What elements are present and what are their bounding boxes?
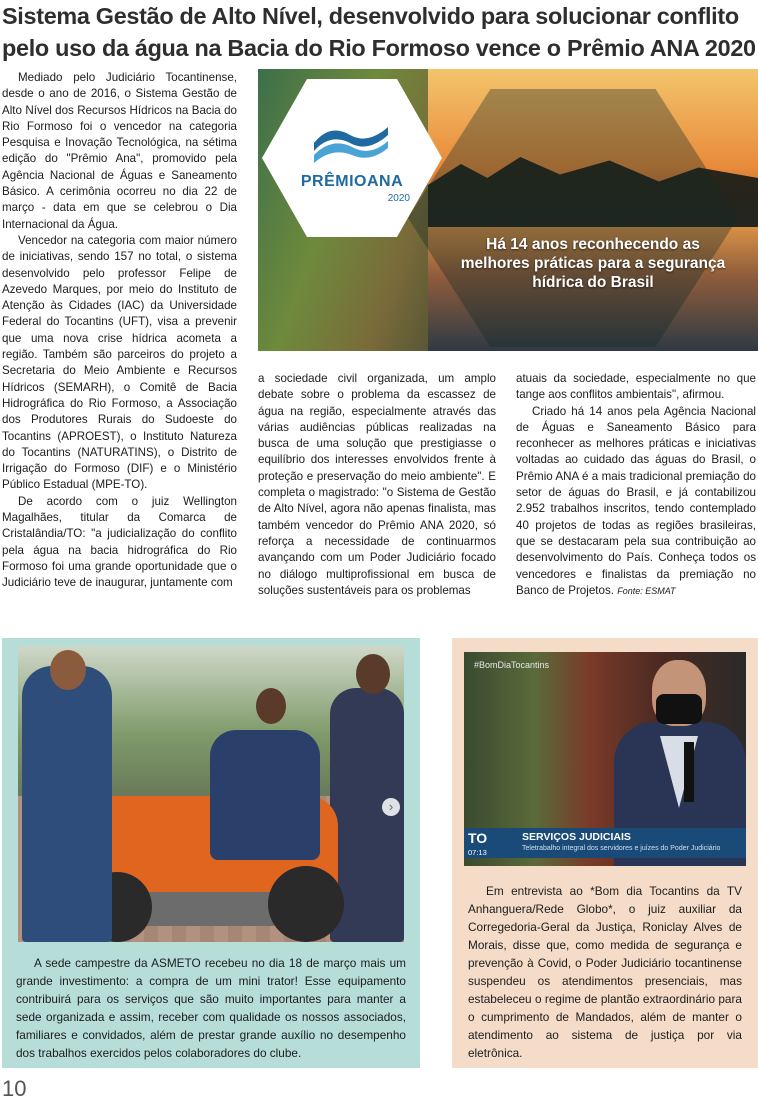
mower-deck	[138, 892, 278, 926]
person-left	[22, 666, 112, 942]
carousel-next-icon[interactable]: ›	[382, 798, 400, 816]
person-seated-head	[256, 688, 286, 724]
interview-caption	[468, 882, 742, 1062]
person-left-head	[50, 650, 86, 690]
tractor-caption	[16, 954, 406, 1062]
article-paragraph: atuais da sociedade, especialmente no que tange aos conflitos ambientais", afirmou.	[516, 372, 756, 402]
article-paragraph: De acordo com o juiz Wellington Magalhães, titular da Comarca de Cristalândia/TO: "a judicialização do conflito pela água na bacia hidrográfica do Rio Formoso foi uma grande oportunidade que o Judiciário teve de inaugurar, juntamente com	[2, 494, 237, 590]
tv-clock: 07:13	[468, 848, 487, 857]
premio-ana-banner-image	[258, 69, 758, 351]
person-right-head	[356, 654, 390, 694]
article-column-1	[2, 70, 237, 592]
source-credit: Fonte: ESMAT	[617, 585, 676, 596]
lower-third-title: SERVIÇOS JUDICIAIS	[522, 831, 631, 843]
article-paragraph: a sociedade civil organizada, um amplo debate sobre o problema da escassez de água na região, especialmente através das várias audiências públicas realizadas na busca de uma solução que prestigiasse o equilíbrio dos interesses envolvidos frente à proteção e preservação do meio ambiente". E completa o magistrado: "o Sistema de Gestão de Alto Nível, agora não apenas finalista, mas também vencedor do Prêmio ANA 2020, só reforça a necessidade de continuarmos avançando com um Poder Judiciário focado no diálogo multiprofissional em busca de soluções sustentáveis para os problemas	[258, 372, 496, 597]
article-paragraph: Mediado pelo Judiciário Tocantinense, desde o ano de 2016, o Sistema Gestão de Alto Nível dos Recursos Hídricos na Bacia do Rio Formoso foi o vencedor na categoria Pesquisa e Inovação Tecnológica, na sétima edição do "Prêmio Ana", promovido pela Agência Nacional de Águas e Saneamento Básico. A cerimônia ocorreu no dia 22 de março - data em que se celebrou o Dia Internacional da Água.	[2, 71, 237, 231]
microphone-icon	[684, 742, 694, 802]
face-mask	[656, 694, 702, 724]
program-hashtag: #BomDiaTocantins	[474, 660, 550, 670]
page-number: 10	[2, 1076, 27, 1101]
premio-ana-logo-year: 2020	[387, 193, 410, 204]
article-column-2	[258, 371, 496, 599]
article-paragraph-text: Criado há 14 anos pela Agência Nacional de Águas e Saneamento Básico para reconhecer as melhores práticas e iniciativas voltadas ao cuidado das águas do Brasil, o Prêmio ANA é a mais tradicional premiação do setor de águas do Brasil, e já contabilizou 2.952 trabalhos inscritos, tendo contemplado 40 projetos de todas as regiões brasileiras, que se destacaram pela sua contribuição ao desenvolvimento do País. Conheça todos os vencedores e finalistas da premiação no Banco de Projetos.	[516, 404, 756, 597]
premio-ana-logo-text: PRÊMIOANA	[300, 173, 404, 190]
headline: Sistema Gestão de Alto Nível, desenvolvido para solucionar conflito pelo uso da água na Bacia do Rio Formoso vence o Prêmio ANA 2020	[2, 3, 756, 61]
tractor-caption-text: A sede campestre da ASMETO recebeu no dia 18 de março mais um grande investimento: a compra de um mini trator! Esse equipamento contribuirá para os serviços que são muito importantes para manter a sede organizada e assim, receber com qualidade os nossos associados, familiares e convidados, além de prestar grande auxílio no desempenho dos trabalhos exercidos pelos colaboradores do clube.	[16, 956, 406, 1060]
article-column-3	[516, 371, 756, 599]
water-waves-icon	[310, 121, 392, 167]
tv-station-logo: TO	[468, 830, 488, 846]
tv-interview-box	[452, 638, 758, 1068]
article-paragraph	[516, 404, 756, 600]
banner-tagline: Há 14 anos reconhecendo as melhores práticas para a segurança hídrica do Brasil	[460, 236, 726, 291]
interview-caption-text: Em entrevista ao *Bom dia Tocantins da TV Anhanguera/Rede Globo*, o juiz auxiliar da Corregedoria-Geral da Justiça, Roniclay Alves de Morais, disse que, como medida de segurança e prevenção à Covid, o Poder Judiciário tocantinense suspendeu os atendimentos presenciais, mas estabeleceu o regime de plantão extraordinário para o cumprimento de Mandados, além de manter o atendimento ao sistema de justiça por via eletrônica.	[468, 884, 742, 1060]
tractor-wheel-rear	[268, 866, 344, 942]
person-seated	[210, 730, 320, 860]
article-paragraph: Vencedor na categoria com maior número de iniciativas, sendo 157 no total, o sistema desenvolvido pelo professor Felipe de Azevedo Marques, por meio do Instituto de Atenção às Cidades (IAC) da Universidade Federal do Tocantins (UFT), visa a prevenir que uma nova crise hídrica acometa a região. Também são parceiros do projeto a Secretaria do Meio Ambiente e Recursos Hídricos (SEMARH), o Comitê de Bacia Hidrográfica do Rio Formoso, a Associação dos Produtores Rurais do Sudoeste do Tocantins (APROEST), o Instituto Natureza do Tocantins (NATURATINS), o Distrito de Irrigação do Formoso (DIF) e o Ministério Público Estadual (MPE-TO).	[2, 233, 237, 492]
tractor-photo	[18, 646, 404, 942]
asmeto-tractor-box	[2, 638, 420, 1068]
lower-third-subtitle: Teletrabalho integral dos servidores e juízes do Poder Judiciário	[522, 845, 721, 852]
tv-interview-screenshot	[464, 652, 746, 866]
